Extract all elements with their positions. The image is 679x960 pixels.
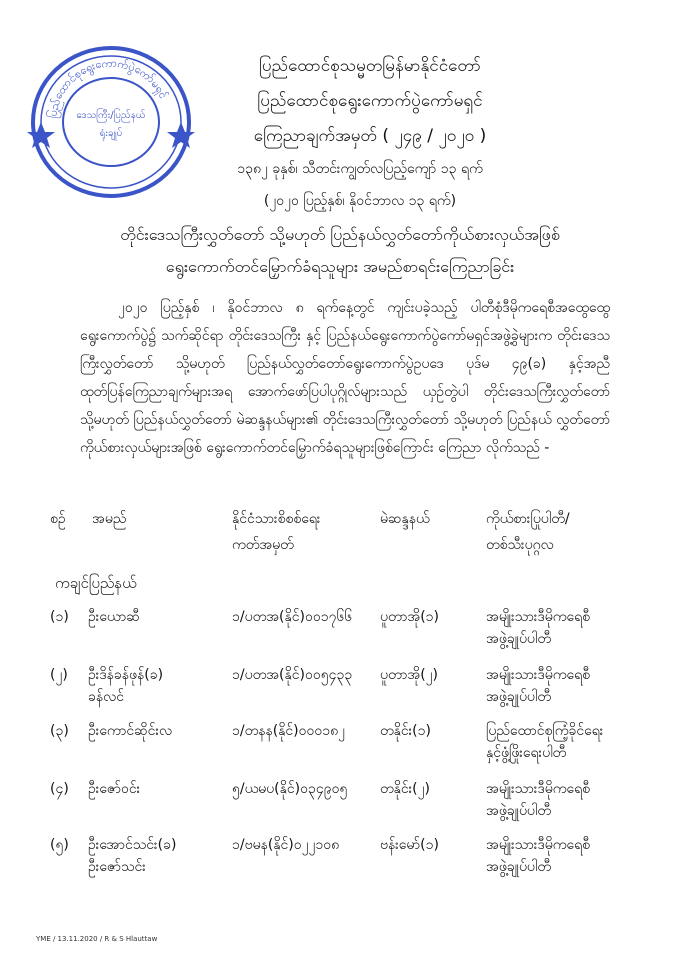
table-row <box>0 720 679 764</box>
candidate-name <box>88 778 228 800</box>
table-header-party <box>486 510 570 554</box>
table-header-no: စဉ် <box>50 511 66 527</box>
candidate-name <box>88 606 228 628</box>
table-row <box>0 664 679 708</box>
table-header-name: အမည် <box>92 511 127 527</box>
candidate-name <box>88 664 228 708</box>
constituency: ဗန်းမော်(၁) <box>380 837 439 853</box>
document-title-line1: တိုင်းဒေသကြီးလွှတ်တော် သို့မဟုတ် ပြည်နယ်လွှတ်တော်ကိုယ်စားလှယ်အဖြစ် <box>120 225 560 244</box>
party-line2: အဖွဲ့ချုပ်ပါတီ <box>486 803 551 819</box>
party-line1: အမျိုးသားဒီမိုကရေစီ <box>486 781 590 797</box>
party-line2: အဖွဲ့ချုပ်ပါတီ <box>486 689 551 705</box>
seal-ring-text: ပြည်ထောင်စုရွေးကောက်ပွဲကော်မရှင် <box>46 56 171 119</box>
header-commission-name: ပြည်ထောင်စုရွေးကောက်ပွဲကော်မရှင် <box>257 91 483 111</box>
constituency: ပူတာအို(၂) <box>380 667 439 683</box>
citizenship-card-number: ၁/ပတအ(နိုင်)၀၀၅၄၃၃ <box>232 667 353 683</box>
candidate-name-line2: ဦးဇော်သင်း <box>88 859 146 875</box>
party <box>486 664 656 708</box>
row-number: (၅) <box>50 837 69 853</box>
seal-center-line2: ရုံးချုပ် <box>99 128 123 139</box>
party-line2: အဖွဲ့ချုပ်ပါတီ <box>486 859 551 875</box>
candidate-name-line1: ဦးဇော်ဝင်း <box>88 781 141 797</box>
candidate-name-line2: ခန်လင် <box>88 689 125 705</box>
row-number: (၃) <box>50 723 69 739</box>
table-header-id-line1: နိုင်ငံသားစိစစ်ရေး <box>232 511 321 527</box>
table-row <box>0 606 679 650</box>
party-line2: နှင့်ဖွံ့ဖြိုးရေးပါတီ <box>486 745 567 761</box>
party <box>486 720 656 764</box>
header-myanmar-date: ၁၃၈၂ ခုနှစ်၊ သီတင်းကျွတ်လပြည့်ကျော် ၁၃ ရက် <box>237 161 483 177</box>
table-header-id-line2: ကတ်အမှတ် <box>232 537 294 553</box>
row-number: (၁) <box>50 609 69 625</box>
candidate-name <box>88 720 228 742</box>
footer-reference: YME / 13.11.2020 / R & S Hlauttaw <box>36 935 158 943</box>
party-line1: အမျိုးသားဒီမိုကရေစီ <box>486 609 590 625</box>
table-row <box>0 834 679 878</box>
header-gregorian-date: (၂၀၂၀ ပြည့်နှစ်၊ နိုဝင်ဘာလ ၁၃ ရက်) <box>263 193 457 209</box>
table-header-id <box>232 510 320 554</box>
candidate-name-line1: ဦးဒိန်ခန်ဖုန်(ခ) <box>88 667 164 683</box>
table-header-party-line2: တစ်သီးပုဂ္ဂလ <box>486 537 554 553</box>
announcement-paragraph: ၂၀၂၀ ပြည့်နှစ် ၊ နိုဝင်ဘာလ ၈ ရက်နေ့တွင် ကျင်းပခဲ့သည့် ပါတီစုံဒီမိုကရေစီအထွေထွေ ရွေးကောက်ပွဲ၌ သက်ဆိုင်ရာ တိုင်းဒေသကြီး နှင့် ပြည်နယ်ရွေးကောက်ပွဲကော်မရှင်အဖွဲ့ခွဲများက တိုင်းဒေသကြီးလွှတ်တော် သို့မဟုတ် ပြည်နယ်လွှတ်တော်ရွေးကောက်ပွဲဥပဒေ ပုဒ်မ ၄၉(ခ) နှင့်အညီ ထုတ်ပြန်ကြေညာချက်များအရ အောက်ဖော်ပြပါပုဂ္ဂိုလ်များသည် ယှဉ်တွဲပါ တိုင်းဒေသကြီးလွှတ်တော် သို့မဟုတ် ပြည်နယ်လွှတ်တော် မဲဆန္ဒနယ်များ၏ တိုင်းဒေသကြီးလွှတ်တော် သို့မဟုတ် ပြည်နယ် လွှတ်တော်ကိုယ်စားလှယ်များအဖြစ် ရွေးကောက်တင်မြှောက်ခံရသူများဖြစ်ကြောင်း ကြေညာ လိုက်သည် - <box>80 300 610 456</box>
citizenship-card-number: ၅/ယမပ(နိုင်)၀၃၄၉၀၅ <box>232 781 348 797</box>
candidate-name-line1: ဦးအောင်သင်း(ခ) <box>88 837 177 853</box>
party <box>486 834 656 878</box>
party-line2: အဖွဲ့ချုပ်ပါတီ <box>486 631 551 647</box>
citizenship-card-number: ၁/ပတအ(နိုင်)၀၀၁၇၆၆ <box>232 609 353 625</box>
constituency: တနိုင်း(၁) <box>380 723 431 739</box>
constituency: ပူတာအို(၁) <box>380 609 440 625</box>
party-line1: ပြည်ထောင်စုကြံ့ခိုင်ရေး <box>486 723 604 739</box>
official-seal-icon <box>26 40 196 200</box>
seal-center-line1: ဒေသကြီး/ပြည်နယ် <box>76 110 146 121</box>
candidate-name <box>88 834 228 878</box>
header-announcement-number: ကြေညာချက်အမှတ် ( ၂၄၉ / ၂၀၂၀ ) <box>253 126 487 146</box>
header-state-name: ပြည်ထောင်စုသမ္မတမြန်မာနိုင်ငံတော် <box>259 56 481 76</box>
table-header-party-line1: ကိုယ်စားပြုပါတီ/ <box>486 511 570 527</box>
document-title-line2: ရွေးကောက်တင်မြှောက်ခံရသူများ အမည်စာရင်းကြေညာခြင်း <box>165 257 515 276</box>
constituency: တနိုင်း(၂) <box>380 781 430 797</box>
party-line1: အမျိုးသားဒီမိုကရေစီ <box>486 667 590 683</box>
row-number: (၂) <box>50 667 68 683</box>
candidate-name-line1: ဦးကောင်ဆိုင်းလ <box>88 723 173 739</box>
party <box>486 606 656 650</box>
table-header-constituency: မဲဆန္ဒနယ် <box>380 511 430 527</box>
party <box>486 778 656 822</box>
table-row <box>0 778 679 822</box>
section-heading-state: ကချင်ပြည်နယ် <box>55 574 137 592</box>
candidate-name-line1: ဦးယောဆီ <box>88 609 140 625</box>
row-number: (၄) <box>50 781 69 797</box>
citizenship-card-number: ၁/တနန(နိုင်)၀၀၀၁၈၂ <box>232 723 346 739</box>
citizenship-card-number: ၁/ဗမန(နိုင်)၀၂၂၁၀၈ <box>232 837 340 853</box>
party-line1: အမျိုးသားဒီမိုကရေစီ <box>486 837 590 853</box>
